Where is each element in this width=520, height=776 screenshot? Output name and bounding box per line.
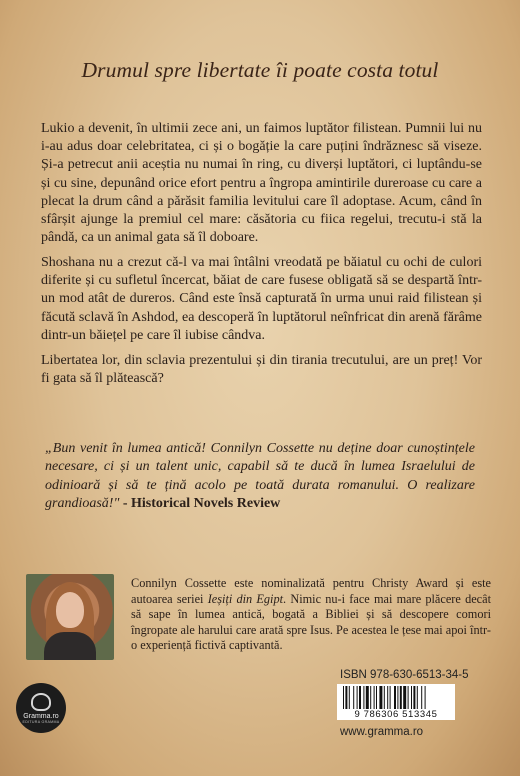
publisher-website: www.gramma.ro	[340, 726, 424, 738]
barcode-bar	[370, 686, 371, 710]
blurb-paragraph-3: Libertatea lor, din sclavia prezentului și din tirania trecutului, are un preț! Vor fi gata să îl plătească?	[41, 353, 482, 387]
barcode-bar	[421, 686, 422, 710]
publisher-logo-mark-icon	[31, 693, 51, 711]
publisher-logo	[16, 683, 66, 733]
barcode-bar	[387, 686, 388, 710]
author-bio-part-2: . Nimic nu-i face mai mare plăcere decât să sape în lumea antică, bogată a Bibliei și să descopere comori îngropate ale harului care arată spre Isus. Pe acestea le țese mai apoi într-o experiență fictivă captivantă.	[131, 591, 492, 653]
barcode-bar	[359, 686, 361, 710]
barcode-bar	[413, 686, 415, 710]
barcode-bar	[374, 686, 375, 710]
blurb-paragraph-2: Shoshana nu a crezut că-l va mai întâlni vreodată pe băiatul cu ochi de culori diferite și cu sufletul încercat, băiat de care fusese obligată să se despartă într-un mod atât de dureros. Când este însă capturată în urma unui raid filistean și făcută sclavă în Ashdod, ea descoperă în luptătorul neînfricat din arenă fărâme dintr-un băiețel pe care îl iubise cândva.	[41, 255, 482, 343]
barcode-bar	[403, 686, 406, 710]
barcode-bar	[343, 686, 344, 710]
author-photo-face	[56, 592, 84, 628]
isbn-label: ISBN 978-630-6513-34-5	[340, 669, 469, 681]
author-bio-part-1: Connilyn Cossette este nominalizată pentru Christy Award și este autoarea seriei	[131, 576, 491, 606]
barcode-bar	[353, 686, 354, 710]
barcode-bar	[366, 686, 369, 710]
review-quote-text: „Bun venit în lumea antică! Connilyn Cossette nu deține doar cunoștințele necesare, ci și un talent unic, capabil să te ducă în lumea Israelului de odinioară și să te țină acolo pe toată durata romanului. O realizare grandioasă!"	[45, 441, 475, 512]
barcode-bar	[408, 686, 409, 710]
barcode-bar	[394, 686, 396, 710]
isbn-barcode	[337, 684, 455, 720]
barcode-bar	[411, 686, 412, 710]
publisher-logo-sub: EDITURA GRAMMA	[22, 719, 60, 724]
blurb-paragraph-1: Lukio a devenit, în ultimii zece ani, un faimos luptător filistean. Pumnii lui nu i-au adus doar celebritatea, ci și o bogăție la care puțini îndrăznesc să viseze. Și-a petrecut anii aceștia nu numai în ring, cu diverși luptători, ci luptându-se și cu sine, depunând orice efort pentru a îngropa amintirile dureroase cu care a plecat la drum când a părăsit familia levitului care îl adoptase. Acum, când în sfârșit ajunge la premiul cel mare: căsătoria cu fiica regelui, trecutu-i stă la pândă, ca un animal gata să îl doboare.	[41, 121, 482, 246]
barcode-bar	[349, 686, 350, 710]
barcode-bar	[417, 686, 418, 710]
barcode-bar	[363, 686, 364, 710]
review-quote	[45, 440, 475, 514]
barcode-bar	[376, 686, 377, 710]
author-photo-shoulders	[44, 632, 96, 660]
publisher-logo-name: Gramma.ro	[23, 712, 59, 720]
barcode-bar	[384, 686, 385, 710]
barcode-bar	[379, 686, 382, 710]
barcode-bar	[390, 686, 391, 710]
barcode-bar	[357, 686, 358, 710]
barcode-bar	[400, 686, 402, 710]
tagline: Drumul spre libertate îi poate costa totul	[81, 58, 439, 82]
review-source: Historical Novels Review	[131, 496, 281, 512]
barcode-bar	[397, 686, 398, 710]
author-bio	[131, 576, 491, 654]
author-photo	[26, 574, 114, 660]
barcode-digits: 9 786306 513345	[339, 709, 453, 720]
barcode-bar	[425, 686, 426, 710]
review-separator: -	[119, 496, 131, 512]
series-title: Ieșiți din Egipt	[207, 591, 284, 606]
barcode-bar	[345, 686, 347, 710]
